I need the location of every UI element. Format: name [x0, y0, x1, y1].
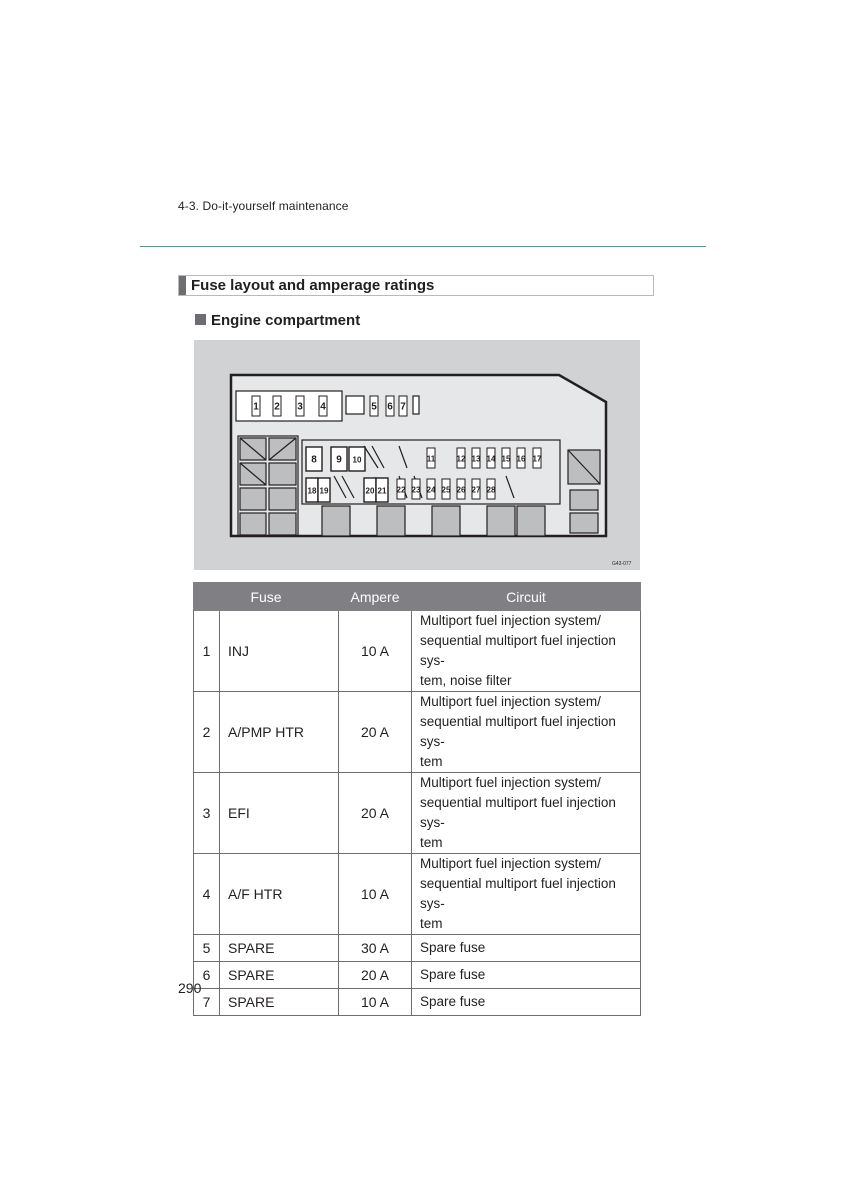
fuse-number-label: 28 — [486, 485, 496, 495]
fuse-slot — [487, 479, 496, 499]
fuse-number-label: 19 — [319, 486, 329, 496]
fuse-slot — [273, 396, 281, 416]
fuse-slot — [306, 478, 318, 502]
table-row — [194, 854, 641, 935]
fuse-number-label: 23 — [411, 485, 421, 495]
circuit-line: Spare fuse — [420, 994, 486, 1009]
fuse-name: A/F HTR — [220, 854, 339, 935]
fuse-slot — [472, 479, 481, 499]
square-bullet-icon — [195, 314, 206, 325]
fuse-slot — [399, 396, 407, 416]
fuse-slot — [427, 448, 436, 468]
fuse-number-label: 11 — [426, 454, 436, 464]
fuse-number-label: 13 — [471, 454, 481, 464]
fuse-number-label: 25 — [441, 485, 451, 495]
subsection-title: Engine compartment — [211, 312, 361, 329]
circuit-line: sequential multiport fuel injection sys- — [420, 714, 616, 749]
header-fuse: Fuse — [194, 583, 339, 611]
fuse-slot — [442, 479, 451, 499]
fuse-slot — [318, 478, 330, 502]
fuse-number-label: 12 — [456, 454, 466, 464]
circuit-line: sequential multiport fuel injection sys- — [420, 633, 616, 668]
fuse-number-label: 17 — [532, 454, 542, 464]
circuit-line: Spare fuse — [420, 967, 486, 982]
fuse-number-label: 15 — [501, 454, 511, 464]
figure-code: G43-077 — [612, 561, 632, 567]
circuit-line: Multiport fuel injection system/ — [420, 694, 601, 709]
fuse-ampere: 10 A — [339, 854, 412, 935]
fuse-number-label: 7 — [400, 401, 406, 413]
table-row — [194, 611, 641, 692]
fuse-number: 1 — [194, 611, 220, 692]
fuse-ampere: 20 A — [339, 962, 412, 989]
fuse-number: 3 — [194, 773, 220, 854]
fuse-slot — [331, 447, 347, 471]
fuse-number: 2 — [194, 692, 220, 773]
fuse-circuit — [412, 989, 641, 1016]
page-number: 290 — [178, 980, 202, 996]
fuse-ampere: 20 A — [339, 773, 412, 854]
fuse-number-label: 2 — [274, 401, 280, 413]
circuit-line: Spare fuse — [420, 940, 486, 955]
fuse-ampere: 20 A — [339, 692, 412, 773]
fuse-number-label: 4 — [320, 401, 326, 413]
running-head: 4-3. Do-it-yourself maintenance — [178, 199, 349, 213]
fuse-number-label: 20 — [365, 486, 375, 496]
fuse-circuit — [412, 611, 641, 692]
fuse-slot — [472, 448, 481, 468]
circuit-line: Multiport fuel injection system/ — [420, 775, 601, 790]
circuit-line: sequential multiport fuel injection sys- — [420, 795, 616, 830]
fuse-slot — [296, 396, 304, 416]
circuit-line: sequential multiport fuel injection sys- — [420, 876, 616, 911]
table-row — [194, 935, 641, 962]
circuit-line: tem — [420, 835, 443, 850]
fuse-slot — [427, 479, 436, 499]
fuse-slot — [533, 448, 542, 468]
fuse-number: 5 — [194, 935, 220, 962]
fuse-slot — [376, 478, 388, 502]
circuit-line: tem, noise filter — [420, 673, 512, 688]
fuse-number-label: 3 — [297, 401, 303, 413]
table-row — [194, 773, 641, 854]
fuse-number-label: 22 — [396, 485, 406, 495]
table-row — [194, 692, 641, 773]
header-circuit: Circuit — [412, 583, 641, 611]
fuse-number-label: 27 — [471, 485, 481, 495]
fuse-name: SPARE — [220, 962, 339, 989]
fuse-slot — [457, 448, 466, 468]
fuse-name: SPARE — [220, 935, 339, 962]
fuse-number: 4 — [194, 854, 220, 935]
fuse-box-svg — [194, 340, 640, 570]
fuse-number-label: 6 — [387, 401, 393, 413]
fuse-ampere: 30 A — [339, 935, 412, 962]
fuse-table — [193, 582, 641, 1016]
fuse-number-label: 24 — [426, 485, 436, 495]
fuse-slot — [252, 396, 260, 416]
circuit-line: tem — [420, 754, 443, 769]
section-marker — [179, 276, 186, 295]
fuse-slot — [349, 447, 365, 471]
table-header-row — [194, 583, 641, 611]
header-ampere: Ampere — [339, 583, 412, 611]
fuse-number-label: 9 — [336, 454, 342, 466]
circuit-line: tem — [420, 916, 443, 931]
fuse-number: 6 — [194, 962, 220, 989]
fuse-name: INJ — [220, 611, 339, 692]
fuse-slot — [306, 447, 322, 471]
fuse-ampere: 10 A — [339, 989, 412, 1016]
subsection-heading — [195, 312, 360, 329]
fuse-slot — [370, 396, 378, 416]
fuse-number-label: 5 — [371, 401, 377, 413]
fuse-slot — [319, 396, 327, 416]
section-title: Fuse layout and amperage ratings — [191, 277, 435, 294]
fuse-slot — [412, 479, 421, 499]
fuse-slot — [457, 479, 466, 499]
fuse-number-label: 21 — [377, 486, 387, 496]
fuse-circuit — [412, 935, 641, 962]
fuse-number-label: 18 — [307, 486, 317, 496]
fuse-number: 7 — [194, 989, 220, 1016]
fuse-slot — [502, 448, 511, 468]
fuse-number-label: 14 — [486, 454, 496, 464]
fuse-number-label: 8 — [311, 454, 317, 466]
fuse-slot — [397, 479, 406, 499]
fuse-name: A/PMP HTR — [220, 692, 339, 773]
fuse-circuit — [412, 773, 641, 854]
table-row — [194, 989, 641, 1016]
fuse-number-label: 16 — [516, 454, 526, 464]
fuse-circuit — [412, 692, 641, 773]
fuse-number-label: 10 — [352, 455, 362, 465]
fuse-circuit — [412, 962, 641, 989]
fuse-circuit — [412, 854, 641, 935]
circuit-line: Multiport fuel injection system/ — [420, 613, 601, 628]
fuse-slot — [517, 448, 526, 468]
circuit-line: Multiport fuel injection system/ — [420, 856, 601, 871]
section-heading — [178, 275, 654, 296]
fuse-slot — [364, 478, 376, 502]
table-body — [194, 611, 641, 1016]
fuse-name: EFI — [220, 773, 339, 854]
fuse-slot — [487, 448, 496, 468]
fuse-box-diagram — [194, 340, 640, 570]
fuse-number-label: 1 — [253, 401, 259, 413]
fuse-slot — [386, 396, 394, 416]
fuse-ampere: 10 A — [339, 611, 412, 692]
fuse-number-label: 26 — [456, 485, 466, 495]
table-row — [194, 962, 641, 989]
fuse-name: SPARE — [220, 989, 339, 1016]
header-divider — [140, 246, 706, 247]
